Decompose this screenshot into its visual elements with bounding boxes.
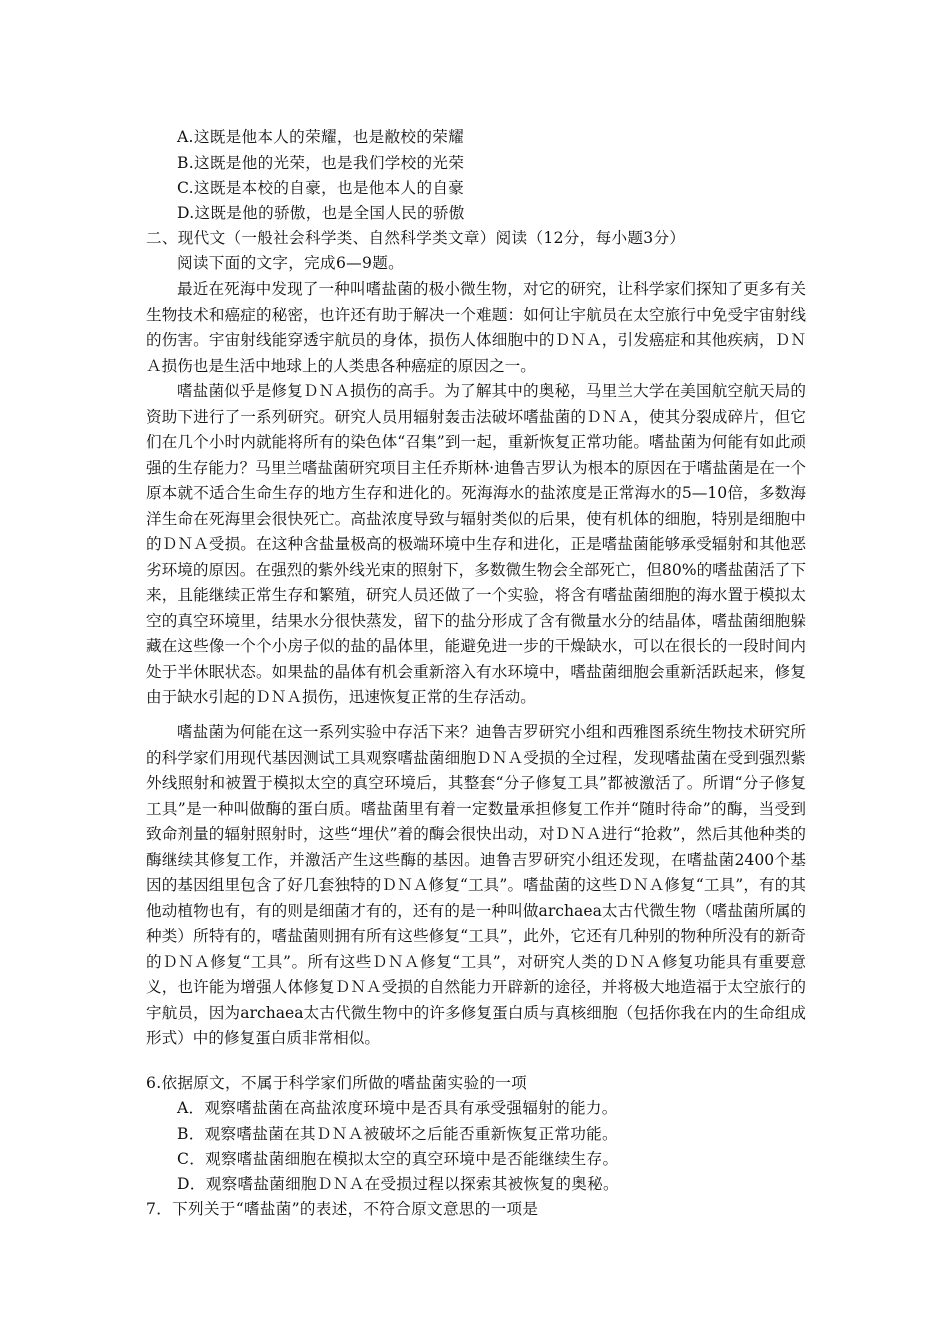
q5-option-d: D.这既是他的骄傲，也是全国人民的骄傲 bbox=[177, 204, 465, 222]
passage-paragraph-3: 嗜盐菌为何能在这一系列实验中存活下来？迪鲁吉罗研究小组和西雅图系统生物技术研究所的科学家们用现代基因测试工具观察嗜盐菌细胞ＤＮＡ受损的全过程，发现嗜盐菌在受到强烈紫外线照射和被置于模拟太空的真空环境后，其整套“分子修复工具”都被激活了。所谓“分子修复工具”是一种叫做酶的蛋白质。嗜盐菌里有着一定数量承担修复工作并“随时待命”的酶，当受到致命剂量的辐射照射时，这些“埋伏”着的酶会很快出动，对ＤＮＡ进行“抢救”，然后其他种类的酶继续其修复工作，并激活产生这些酶的基因。迪鲁吉罗研究小组还发现，在嗜盐菌2400个基因的基因组里包含了好几套独特的ＤＮＡ修复“工具”。嗜盐菌的这些ＤＮＡ修复“工具”，有的其他动植物也有，有的则是细菌才有的，还有的是一种叫做archaea太古代微生物（嗜盐菌所属的种类）所特有的，嗜盐菌则拥有所有这些修复“工具”，此外，它还有几种别的物种所没有的新奇的ＤＮＡ修复“工具”。所有这些ＤＮＡ修复“工具”，对研究人类的ＤＮＡ修复功能具有重要意义，也许能为增强人体修复ＤＮＡ受损的自然能力开辟新的途径，并将极大地造福于太空旅行的宇航员，因为archaea太古代微生物中的许多修复蛋白质与真核细胞（包括你我在内的生命组成形式）中的修复蛋白质非常相似。 bbox=[146, 723, 806, 1047]
passage-paragraph-2: 嗜盐菌似乎是修复ＤＮＡ损伤的高手。为了解其中的奥秘，马里兰大学在美国航空航天局的资助下进行了一系列研究。研究人员用辐射轰击法破坏嗜盐菌的ＤＮＡ，使其分裂成碎片，但它们在几个小时内就能将所有的染色体“召集”到一起，重新恢复正常功能。嗜盐菌为何能有如此顽强的生存能力？马里兰嗜盐菌研究项目主任乔斯林·迪鲁吉罗认为根本的原因在于嗜盐菌是在一个原本就不适合生命生存的地方生存和进化的。死海海水的盐浓度是正常海水的5—10倍，多数海洋生命在死海里会很快死亡。高盐浓度导致与辐射类似的后果，使有机体的细胞，特别是细胞中的ＤＮＡ受损。在这种含盐量极高的极端环境中生存和进化，正是嗜盐菌能够承受辐射和其他恶劣环境的原因。在强烈的紫外线光束的照射下，多数微生物会全部死亡，但80%的嗜盐菌活了下来，且能继续正常生存和繁殖，研究人员还做了一个实验，将含有嗜盐菌细胞的海水置于模拟太空的真空环境里，结果水分很快蒸发，留下的盐分形成了含有微量水分的结晶体，嗜盐菌细胞躲藏在这些像一个个小房子似的盐的晶体里，能避免进一步的干燥缺水，可以在很长的一段时间内处于半休眠状态。如果盐的晶体有机会重新溶入有水环境中，嗜盐菌细胞会重新活跃起来，修复由于缺水引起的ＤＮＡ损伤，迅速恢复正常的生存活动。 bbox=[146, 382, 806, 706]
question-6-option-b: B．观察嗜盐菌在其ＤＮＡ被破坏之后能否重新恢复正常功能。 bbox=[177, 1125, 618, 1143]
reading-instruction: 阅读下面的文字，完成6—9题。 bbox=[177, 254, 405, 272]
q5-option-c: C.这既是本校的自豪，也是他本人的自豪 bbox=[177, 179, 465, 197]
section-heading: 二、现代文（一般社会科学类、自然科学类文章）阅读（12分，每小题3分） bbox=[146, 229, 686, 247]
question-6-stem: 6.依据原文，不属于科学家们所做的嗜盐菌实验的一项 bbox=[146, 1074, 528, 1092]
question-6-option-c: C．观察嗜盐菌细胞在模拟太空的真空环境中是否能继续生存。 bbox=[177, 1150, 619, 1168]
question-6-option-a: A．观察嗜盐菌在高盐浓度环境中是否具有承受强辐射的能力。 bbox=[177, 1099, 618, 1117]
q5-option-a: A.这既是他本人的荣耀，也是敝校的荣耀 bbox=[177, 128, 465, 146]
question-6-option-d: D．观察嗜盐菌细胞ＤＮＡ在受损过程以探索其被恢复的奥秘。 bbox=[177, 1175, 619, 1193]
q5-option-b: B.这既是他的光荣，也是我们学校的光荣 bbox=[177, 154, 465, 172]
question-7-stem: 7．下列关于“嗜盐菌”的表述，不符合原文意思的一项是 bbox=[146, 1200, 539, 1218]
passage-paragraph-1: 最近在死海中发现了一种叫嗜盐菌的极小微生物，对它的研究，让科学家们探知了更多有关生物技术和癌症的秘密，也许还有助于解决一个难题：如何让宇航员在太空旅行中免受宇宙射线的伤害。宇宙射线能穿透宇航员的身体，损伤人体细胞中的ＤＮＡ，引发癌症和其他疾病，ＤＮＡ损伤也是生活中地球上的人类患各种癌症的原因之一。 bbox=[146, 280, 806, 375]
